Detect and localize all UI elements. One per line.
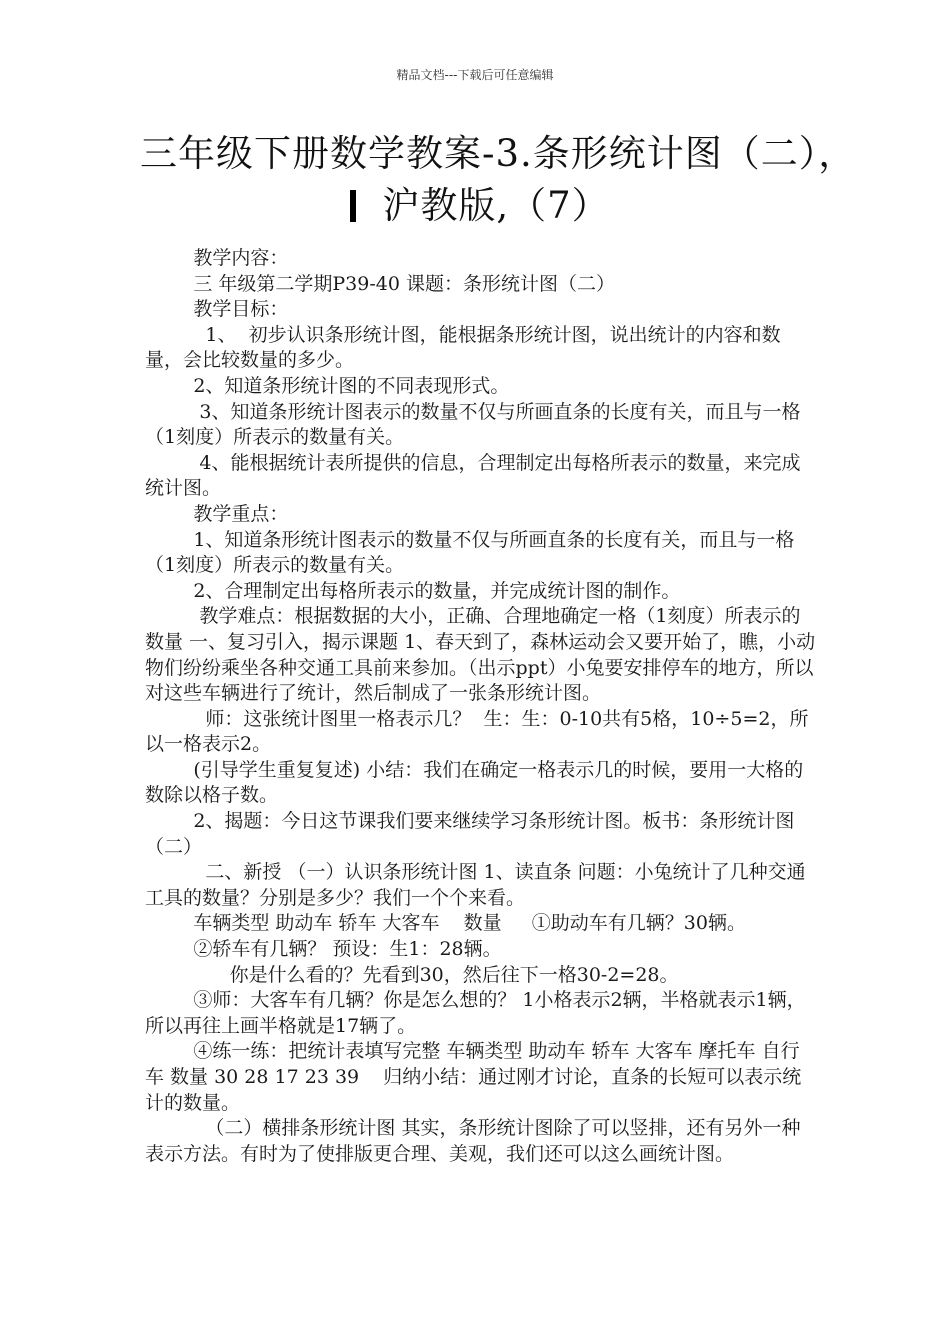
paragraph: ④练一练：把统计表填写完整 车辆类型 助动车 轿车 大客车 摩托车 自行车 数量 30 28 17 23 39 归纳小结：通过刚才讨论，直条的长短可以表示统计的数量。 [145,1040,802,1114]
paragraph: 教学目标： [145,298,289,321]
paragraph: 你是什么看的？先看到30，然后往下一格30-2=28。 [145,963,679,986]
document-body [145,246,817,1167]
paragraph: 1、 初步认识条形统计图，能根据条形统计图，说出统计的内容和数量，会比较数量的多少。 [145,323,781,372]
paragraph: 3、知道条形统计图表示的数量不仅与所画直条的长度有关，而且与一格（1刻度）所表示的数量有关。 [145,400,801,449]
paragraph: 教学重点： [145,502,289,525]
title-line-1: 三年级下册数学教案-3.条形统计图（二）， [140,132,857,175]
paragraph: 2、揭题：今日这节课我们要来继续学习条形统计图。板书：条形统计图（二） [145,810,795,858]
paragraph: （二）横排条形统计图 其实，条形统计图除了可以竖排，还有另外一种表示方法。有时为了使排版更合理、美观，我们还可以这么画统计图。 [145,1117,801,1165]
paragraph: 1、知道条形统计图表示的数量不仅与所画直条的长度有关，而且与一格（1刻度）所表示的数量有关。 [145,528,795,577]
paragraph: 师：这张统计图里一格表示几？ 生：生：0-10共有5格，10÷5=2，所以一格表示2。 [145,707,809,756]
title-line-2-wrap [140,180,820,232]
paragraph: 教学难点：根据数据的大小，正确、合理地确定一格（1刻度）所表示的数量 一、复习引入，揭示课题 1、春天到了，森林运动会又要开始了，瞧，小动物们纷纷乘坐各种交通工具前来参加。（出示ppt）小兔要安排停车的地方，所以对这些车辆进行了统计，然后制成了一张条形统计图。 [145,605,816,705]
title-line-2: 沪教版,（7） [382,184,610,227]
text-cursor-icon [350,190,356,222]
paragraph: 二、新授 （一）认识条形统计图 1、读直条 问题：小兔统计了几种交通工具的数量？分别是多少？我们一个个来看。 [145,861,806,909]
paragraph: ②轿车有几辆？ 预设：生1：28辆。 [145,938,502,961]
paragraph: ③师：大客车有几辆？你是怎么想的？ 1小格表示2辆，半格就表示1辆，所以再往上画半格就是17辆了。 [145,989,806,1037]
paragraph: 2、合理制定出每格所表示的数量，并完成统计图的制作。 [145,579,681,602]
header-note: 精品文档---下载后可任意编辑 [396,68,554,82]
paragraph: 车辆类型 助动车 轿车 大客车 数量 ①助动车有几辆？30辆。 [145,912,746,935]
paragraph: 三 年级第二学期P39-40 课题：条形统计图（二） [145,272,615,295]
paragraph: 2、知道条形统计图的不同表现形式。 [145,374,510,397]
document-title [140,128,857,232]
paragraph: 教学内容： [145,247,289,269]
paragraph: 4、能根据统计表所提供的信息，合理制定出每格所表示的数量，来完成统计图。 [145,451,801,500]
paragraph: (引导学生重复复述) 小结：我们在确定一格表示几的时候，要用一大格的数除以格子数。 [145,758,804,807]
